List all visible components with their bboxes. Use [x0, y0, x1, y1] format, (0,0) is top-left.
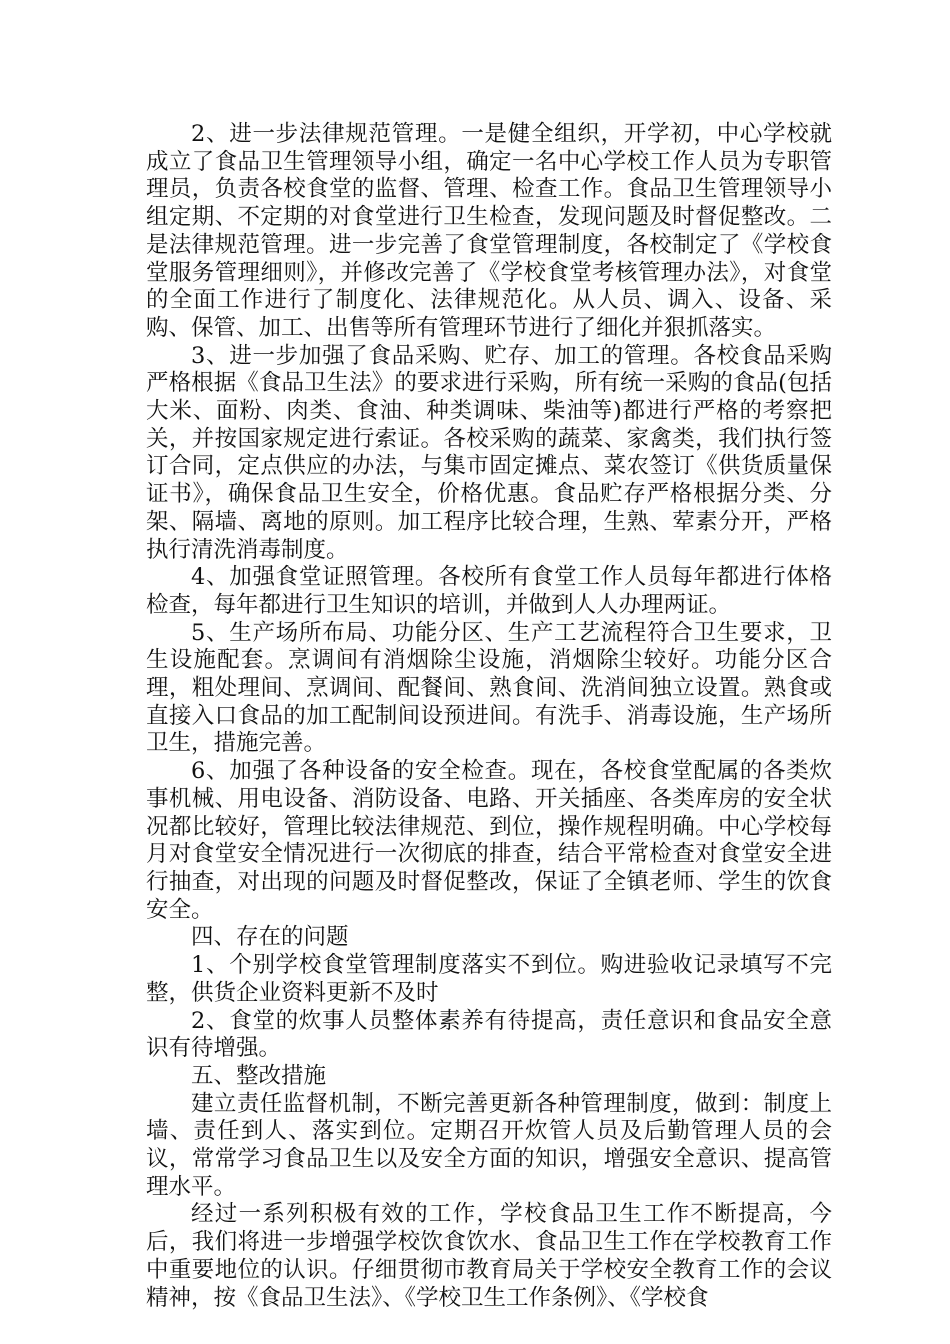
paragraph-procurement-storage: 3、进一步加强了食品采购、贮存、加工的管理。各校食品采购严格根据《食品卫生法》的要求进行采购，所有统一采购的食品(包括大米、面粉、肉类、食油、种类调味、柴油等)都进行严格的考察把关，并按国家规定进行索证。各校采购的蔬菜、家禽类，我们执行签订合同，定点供应的办法，与集市固定摊点、菜农签订《供货质量保证书》，确保食品卫生安全，价格优惠。食品贮存严格根据分类、分架、隔墙、离地的原则。加工程序比较合理，生熟、荤素分开，严格执行清洗消毒制度。: [146, 342, 832, 563]
paragraph-license-management: 4、加强食堂证照管理。各校所有食堂工作人员每年都进行体格检查，每年都进行卫生知识的培训，并做到人人办理两证。: [146, 564, 832, 618]
paragraph-equipment-safety: 6、加强了各种设备的安全检查。现在，各校食堂配属的各类炊事机械、用电设备、消防设备、电路、开关插座、各类库房的安全状况都比较好，管理比较法律规范、到位，操作规程明确。中心学校每月对食堂安全情况进行一次彻底的排查，结合平常检查对食堂安全进行抽查，对出现的问题及时督促整改，保证了全镇老师、学生的饮食安全。: [146, 758, 832, 923]
paragraph-conclusion: 经过一系列积极有效的工作，学校食品卫生工作不断提高，今后，我们将进一步增强学校饮食饮水、食品卫生工作在学校教育工作中重要地位的认识。仔细贯彻市教育局关于学校安全教育工作的会议精神，按《食品卫生法》、《学校卫生工作条例》、《学校食: [146, 1201, 832, 1311]
paragraph-measures: 建立责任监督机制，不断完善更新各种管理制度，做到：制度上墙、责任到人、落实到位。定期召开炊管人员及后勤管理人员的会议，常常学习食品卫生以及安全方面的知识，增强安全意识、提高管理水平。: [146, 1090, 832, 1200]
paragraph-problem-2: 2、食堂的炊事人员整体素养有待提高，责任意识和食品安全意识有待增强。: [146, 1007, 832, 1062]
section-heading-problems: 四、存在的问题: [191, 924, 349, 951]
paragraph-legal-management: 2、进一步法律规范管理。一是健全组织，开学初，中心学校就成立了食品卫生管理领导小组，确定一名中心学校工作人员为专职管理员，负责各校食堂的监督、管理、检查工作。食品卫生管理领导小组定期、不定期的对食堂进行卫生检查，发现问题及时督促整改。二是法律规范管理。进一步完善了食堂管理制度，各校制定了《学校食堂服务管理细则》，并修改完善了《学校食堂考核管理办法》，对食堂的全面工作进行了制度化、法律规范化。从人员、调入、设备、采购、保管、加工、出售等所有管理环节进行了细化并狠抓落实。: [146, 121, 832, 341]
paragraph-layout-zoning: 5、生产场所布局、功能分区、生产工艺流程符合卫生要求，卫生设施配套。烹调间有消烟除尘设施，消烟除尘较好。功能分区合理，粗处理间、烹调间、配餐间、熟食间、洗消间独立设置。熟食或直接入口食品的加工配制间设预进间。有洗手、消毒设施，生产场所卫生，措施完善。: [146, 619, 832, 757]
section-heading-measures: 五、整改措施: [191, 1062, 327, 1089]
paragraph-problem-1: 1、个别学校食堂管理制度落实不到位。购进验收记录填写不完整，供货企业资料更新不及时: [146, 952, 832, 1006]
document-body: [146, 121, 832, 1312]
